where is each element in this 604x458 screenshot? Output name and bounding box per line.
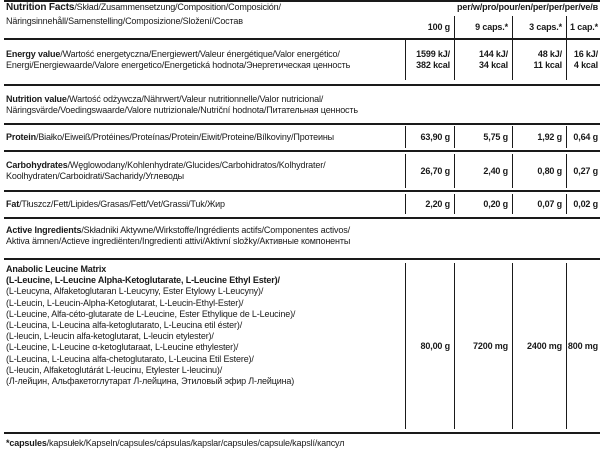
header-title-line2-cell	[4, 16, 405, 38]
leucine-divider	[4, 432, 600, 434]
leucine-line-7: (L-Leucina, L-Leucina alfa-chetoglutarato, L-Leucina Etil Estere)/	[6, 353, 254, 364]
header-columns-row	[4, 16, 600, 38]
leucine-line-9: (Л-лейцин, Альфакетоглутарат Л-лейцина, Этиловый эфир Л-лейцина)	[6, 376, 295, 387]
carbohydrates-name: Carbohydrates	[6, 160, 68, 170]
protein-row	[4, 126, 600, 148]
protein-100g: 63,90 g	[405, 126, 454, 148]
protein-name: Protein	[6, 131, 36, 142]
leucine-line-2: (L-Leucin, L-Leucin-Alpha-Ketoglutarat, L-Leucin-Ethyl-Ester)/	[6, 297, 244, 308]
active-ingredients-divider	[4, 258, 600, 260]
header-title-line2: Näringsinnehåll/Samenstelling/Composizione/Složení/Состав	[6, 16, 243, 26]
header-title-translations: /Skład/Zusammensetzung/Composition/Composición/	[74, 2, 281, 12]
energy-100g-kcal: 382 kcal	[416, 60, 450, 70]
energy-1cap-kj: 16 kJ/	[573, 49, 598, 59]
leucine-line-4: (L-Leucina, L-Leucina alfa-ketoglutarato, L-Leucina etil éster)/	[6, 320, 243, 331]
leucine-3caps: 2400 mg	[512, 263, 566, 429]
energy-row	[4, 40, 600, 80]
nutrition-value-row	[4, 92, 600, 118]
nutrition-value-name: Nutrition value	[6, 94, 67, 104]
energy-1cap-kcal: 4 kcal	[573, 60, 598, 70]
fat-name: Fat	[6, 198, 20, 209]
fat-translations: /Tłuszcz/Fett/Lipides/Grasas/Fett/Vet/Grassi/Tuk/Жир	[19, 198, 225, 209]
nutrition-value-label-cell	[4, 92, 600, 118]
leucine-matrix-label-cell	[4, 263, 405, 429]
fat-row	[4, 194, 600, 214]
leucine-matrix-title: Anabolic Leucine Matrix	[6, 264, 107, 274]
carbohydrates-label-cell	[4, 154, 405, 188]
energy-100g-kj: 1599 kJ/	[416, 49, 450, 59]
energy-3caps-kcal: 11 kcal	[533, 60, 562, 70]
protein-label-cell	[4, 126, 405, 148]
leucine-9caps: 7200 mg	[454, 263, 512, 429]
fat-divider	[4, 217, 600, 219]
col-100g-header	[405, 16, 454, 38]
energy-3caps-kj: 48 kJ/	[537, 49, 562, 59]
nutrition-value-divider	[4, 123, 600, 125]
footnote-mark: *capsules	[6, 437, 47, 448]
energy-100g	[405, 40, 454, 80]
nutrition-value-translations-line2: Näringsvärde/Voedingswaarde/Valore nutrizionale/Nutriční hodnota/Питательная ценность	[6, 105, 358, 115]
leucine-line-6: (L-Leucine, L-Leucine α-ketoglutaraat, L-Leucine ethylester)/	[6, 342, 239, 353]
col-3caps-label: 3 caps.*	[529, 21, 562, 32]
active-ingredients-name: Active Ingredients	[6, 225, 82, 235]
col-1cap-header	[566, 16, 600, 38]
carbohydrates-3caps: 0,80 g	[512, 154, 566, 188]
col-9caps-label: 9 caps.*	[475, 21, 508, 32]
active-ingredients-row	[4, 221, 600, 251]
protein-divider	[4, 150, 600, 152]
active-ingredients-translations-line2: Aktiva ämnen/Actieve ingrediënten/Ingredienti attivi/Aktivní složky/Активные компоненты	[6, 236, 351, 246]
protein-3caps: 1,92 g	[512, 126, 566, 148]
footnote-cell	[4, 436, 600, 450]
fat-3caps: 0,07 g	[512, 194, 566, 214]
leucine-100g: 80,00 g	[405, 263, 454, 429]
fat-label-cell	[4, 194, 405, 214]
energy-translations: /Wartość energetyczna/Energiewert/Valeur énergétique/Valor energético/	[60, 49, 340, 59]
active-ingredients-translations: /Składniki Aktywne/Wirkstoffe/Ingrédients actifs/Componentes activos/	[81, 225, 350, 235]
carbohydrates-9caps: 2,40 g	[454, 154, 512, 188]
carbohydrates-translations-line2: Koolhydraten/Carboidrati/Sacharidy/Углеводы	[6, 171, 184, 181]
footnote-row	[4, 436, 600, 450]
header-title-cell	[4, 2, 405, 16]
leucine-line-1: (L-Leucyna, Alfaketoglutaran L-Leucyny, Ester Etylowy L-Leucyny)/	[6, 286, 264, 297]
col-1cap-label: 1 cap.*	[570, 21, 598, 32]
nutrition-facts-title: Nutrition Facts	[6, 2, 75, 13]
leucine-line-5: (L-leucin, L-leucin alfa-ketoglutarat, L-leucin etylester)/	[6, 331, 214, 342]
leucine-matrix-row	[4, 263, 600, 429]
energy-1cap	[566, 40, 600, 80]
fat-100g: 2,20 g	[405, 194, 454, 214]
protein-1cap: 0,64 g	[566, 126, 600, 148]
header-title-row	[4, 2, 600, 16]
col-3caps-header	[512, 16, 566, 38]
energy-translations-line2: Energi/Energiewaarde/Valore energetico/Energetická hodnota/Энергетическая ценность	[6, 60, 351, 70]
carbohydrates-divider	[4, 190, 600, 192]
protein-translations: /Białko/Eiweiß/Protéines/Proteínas/Protein/Eiwit/Proteine/Bílkoviny/Протеины	[35, 131, 334, 142]
carbohydrates-1cap: 0,27 g	[566, 154, 600, 188]
leucine-1cap: 800 mg	[566, 263, 600, 429]
leucine-line-8: (L-leucin, Alfaketoglutárát L-leucinu, Etylester L-leucinu)/	[6, 364, 223, 375]
carbohydrates-100g: 26,70 g	[405, 154, 454, 188]
energy-9caps	[454, 40, 512, 80]
energy-9caps-kj: 144 kJ/	[479, 49, 508, 59]
energy-divider	[4, 84, 600, 86]
energy-label-cell	[4, 40, 405, 80]
carbohydrates-row	[4, 154, 600, 188]
col-9caps-header	[454, 16, 512, 38]
nutrition-value-translations: /Wartość odżywcza/Nährwert/Valeur nutritionnelle/Valor nutricional/	[66, 94, 324, 104]
per-label: per/w/pro/pour/en/per/per/per/ve/в	[457, 2, 598, 12]
fat-9caps: 0,20 g	[454, 194, 512, 214]
carbohydrates-translations: /Węglowodany/Kohlenhydrate/Glucides/Carbohidratos/Kolhydrater/	[67, 160, 326, 170]
leucine-line-0: (L-Leucine, L-Leucine Alpha-Ketoglutarate, L-Leucine Ethyl Ester)/	[6, 275, 280, 286]
energy-9caps-kcal: 34 kcal	[479, 60, 508, 70]
energy-3caps	[512, 40, 566, 80]
leucine-line-3: (L-Leucine, Alfa-céto-glutarate de L-Leucine, Ester Ethylique de L-Leucine)/	[6, 308, 296, 319]
fat-1cap: 0,02 g	[566, 194, 600, 214]
active-ingredients-label-cell	[4, 221, 600, 251]
energy-name: Energy value	[6, 49, 61, 59]
col-100g-label: 100 g	[427, 21, 450, 32]
protein-9caps: 5,75 g	[454, 126, 512, 148]
footnote-translations: /kapsułek/Kapseln/capsules/cápsulas/kapslar/capsules/capsule/kapslí/капсул	[46, 437, 345, 448]
